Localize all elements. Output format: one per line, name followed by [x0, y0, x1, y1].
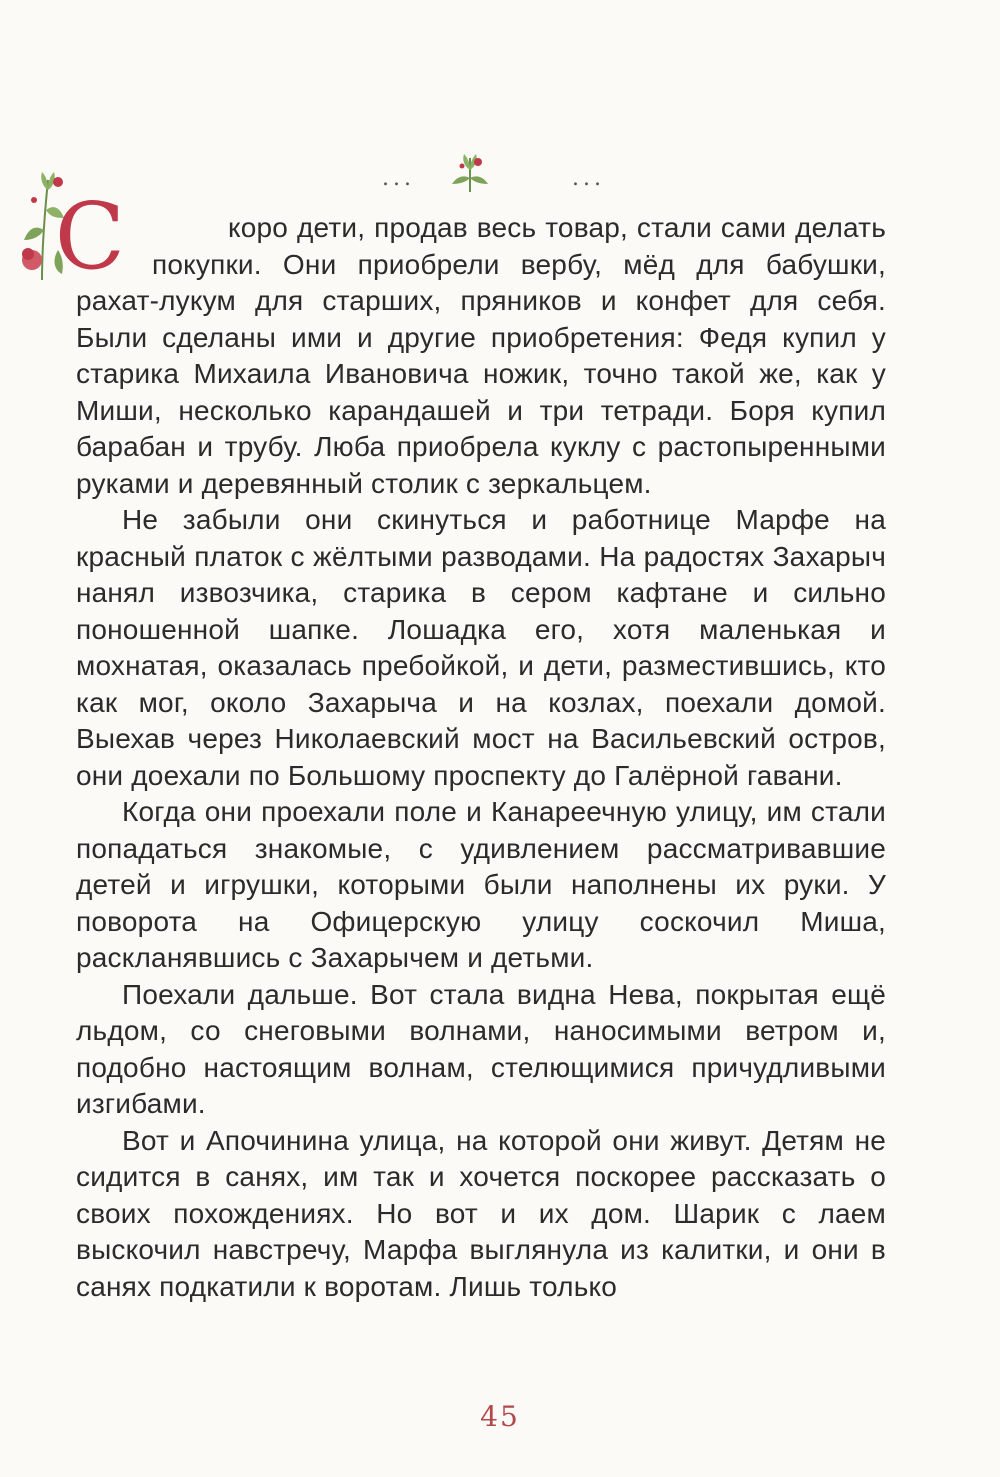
- flower-sprig-icon: [448, 148, 492, 194]
- page-body: [76, 210, 886, 1305]
- paragraph-3: Когда они проехали поле и Канареечную улицу, им стали попадаться знакомые, с удивлением рассматривавшие детей и игрушки, которыми были наполнены их руки. У поворота на Офицерскую улицу соскочил Миша, раскланявшись с Захарычем и детьми.: [76, 796, 886, 973]
- ornament-dots-right: ...: [572, 166, 605, 191]
- paragraph-1-text: коро дети, продав весь товар, стали сами делать покупки. Они приобрели вербу, мёд для бабушки, рахат-лукум для старших, пряников и конфет для себя. Были сделаны ими и другие приобретения: Федя купил у старика Михаила Ивановича ножик, точно такой же, как у Миши, несколько карандашей и три тетради. Боря купил барабан и трубу. Люба приобрела куклу с растопыренными руками и деревянный столик с зеркальцем.: [76, 212, 886, 499]
- paragraph-1: [76, 210, 886, 502]
- paragraph-5: Вот и Апочинина улица, на которой они живут. Детям не сидится в санях, им так и хочется поскорее рассказать о своих похождениях. Но вот и их дом. Шарик с лаем выскочил навстречу, Марфа выглянула из калитки, и они в санях подкатили к воротам. Лишь только: [76, 1124, 886, 1302]
- page-number: 45: [480, 1400, 520, 1433]
- dropcap-spacer: [76, 246, 152, 282]
- paragraph-2: Не забыли они скинуться и работнице Марфе на красный платок с жёлтыми разводами. На радостях Захарыч нанял извозчика, старика в сером кафтане и сильно поношенной шапке. Лошадка его, хотя маленькая и мохнатая, оказалась пребойкой, и дети, разместившись, кто как мог, около Захарыча и на козлах, поехали домой. Выехав через Николаевский мост на Васильевский остров, они доехали по Большому проспекту до Галёрной гавани.: [76, 504, 886, 791]
- chapter-ornament: [0, 148, 1000, 198]
- paragraph-4: Поехали дальше. Вот стала видна Нева, покрытая ещё льдом, со снеговыми волнами, наносимыми ветром и, подобно настоящим волнам, стелющимися причудливыми изгибами.: [76, 978, 886, 1119]
- ornament-dots-left: ...: [382, 166, 415, 191]
- dropcap-letter: С: [54, 183, 126, 290]
